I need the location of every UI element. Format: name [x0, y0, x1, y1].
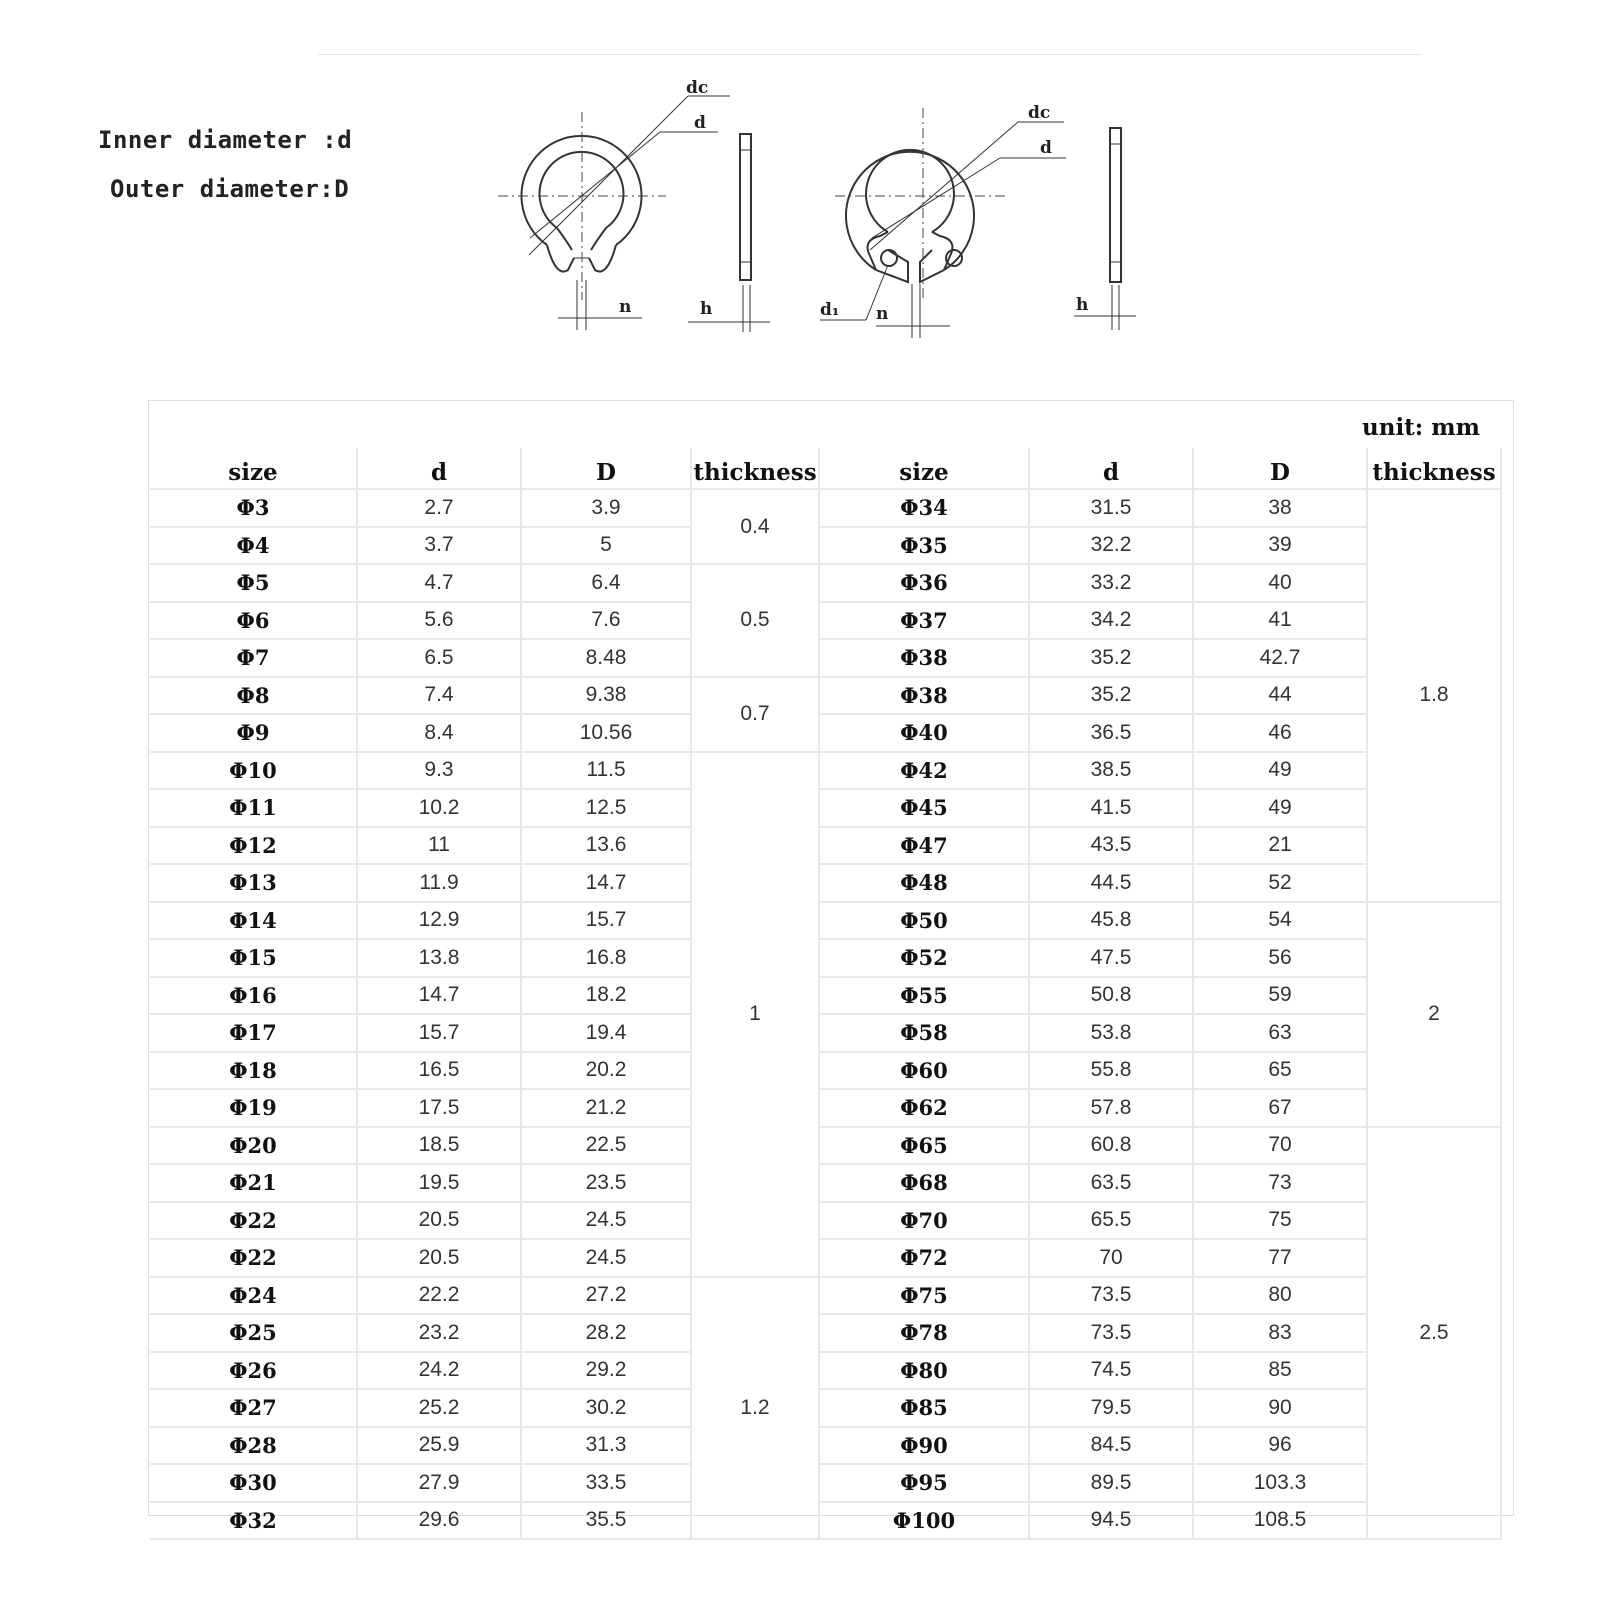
- table-row: [150, 1389, 1501, 1427]
- inner-diameter-cell: 29.6: [357, 1502, 521, 1540]
- size-cell: Φ42: [819, 752, 1029, 790]
- legend-inner-diameter: Inner diameter :d: [98, 126, 353, 154]
- inner-diameter-cell: 5.6: [357, 602, 521, 640]
- inner-diameter-cell: 50.8: [1029, 977, 1193, 1015]
- inner-diameter-cell: 32.2: [1029, 527, 1193, 565]
- inner-diameter-cell: 23.2: [357, 1314, 521, 1352]
- label-dc-b: dc: [1028, 103, 1051, 123]
- outer-diameter-cell: 31.3: [521, 1427, 691, 1465]
- inner-diameter-cell: 3.7: [357, 527, 521, 565]
- table-row: [150, 1277, 1501, 1315]
- header-thickness-right: thickness: [1367, 448, 1501, 489]
- table-row: [150, 752, 1501, 790]
- size-cell: Φ32: [150, 1502, 357, 1540]
- inner-diameter-cell: 2.7: [357, 489, 521, 527]
- outer-diameter-cell: 49: [1193, 789, 1367, 827]
- thickness-cell: 2.5: [1367, 1127, 1501, 1540]
- size-cell: Φ34: [819, 489, 1029, 527]
- inner-diameter-cell: 34.2: [1029, 602, 1193, 640]
- inner-diameter-cell: 14.7: [357, 977, 521, 1015]
- label-d1-b: d₁: [820, 300, 840, 320]
- table-row: [150, 864, 1501, 902]
- inner-diameter-cell: 41.5: [1029, 789, 1193, 827]
- outer-diameter-cell: 90: [1193, 1389, 1367, 1427]
- outer-diameter-cell: 23.5: [521, 1164, 691, 1202]
- table-row: [150, 1052, 1501, 1090]
- size-cell: Φ65: [819, 1127, 1029, 1165]
- size-cell: Φ90: [819, 1427, 1029, 1465]
- size-cell: Φ25: [150, 1314, 357, 1352]
- header-D-left: D: [521, 448, 691, 489]
- inner-diameter-cell: 33.2: [1029, 564, 1193, 602]
- outer-diameter-cell: 22.5: [521, 1127, 691, 1165]
- table-row: [150, 1352, 1501, 1390]
- inner-diameter-cell: 11: [357, 827, 521, 865]
- size-cell: Φ100: [819, 1502, 1029, 1540]
- outer-diameter-cell: 42.7: [1193, 639, 1367, 677]
- outer-diameter-cell: 24.5: [521, 1202, 691, 1240]
- outer-diameter-cell: 73: [1193, 1164, 1367, 1202]
- size-cell: Φ52: [819, 939, 1029, 977]
- outer-diameter-cell: 21: [1193, 827, 1367, 865]
- inner-diameter-cell: 44.5: [1029, 864, 1193, 902]
- thickness-cell: 1.8: [1367, 489, 1501, 902]
- size-cell: Φ22: [150, 1202, 357, 1240]
- table-row: [150, 1089, 1501, 1127]
- inner-diameter-cell: 25.9: [357, 1427, 521, 1465]
- outer-diameter-cell: 16.8: [521, 939, 691, 977]
- outer-diameter-cell: 80: [1193, 1277, 1367, 1315]
- inner-diameter-cell: 7.4: [357, 677, 521, 715]
- size-cell: Φ15: [150, 939, 357, 977]
- inner-diameter-cell: 12.9: [357, 902, 521, 940]
- table-row: [150, 902, 1501, 940]
- inner-diameter-cell: 74.5: [1029, 1352, 1193, 1390]
- header-D-right: D: [1193, 448, 1367, 489]
- outer-diameter-cell: 67: [1193, 1089, 1367, 1127]
- outer-diameter-cell: 5: [521, 527, 691, 565]
- header-size-right: size: [819, 448, 1029, 489]
- size-cell: Φ26: [150, 1352, 357, 1390]
- outer-diameter-cell: 19.4: [521, 1014, 691, 1052]
- circlip-diagram: [0, 0, 1600, 360]
- size-cell: Φ35: [819, 527, 1029, 565]
- inner-diameter-cell: 35.2: [1029, 639, 1193, 677]
- table-row: [150, 789, 1501, 827]
- thickness-cell: 0.4: [691, 489, 819, 564]
- label-n-a: n: [619, 297, 632, 317]
- inner-diameter-cell: 89.5: [1029, 1464, 1193, 1502]
- outer-diameter-cell: 6.4: [521, 564, 691, 602]
- outer-diameter-cell: 30.2: [521, 1389, 691, 1427]
- size-cell: Φ6: [150, 602, 357, 640]
- table-row: [150, 714, 1501, 752]
- outer-diameter-cell: 103.3: [1193, 1464, 1367, 1502]
- outer-diameter-cell: 85: [1193, 1352, 1367, 1390]
- size-cell: Φ48: [819, 864, 1029, 902]
- inner-diameter-cell: 57.8: [1029, 1089, 1193, 1127]
- outer-diameter-cell: 15.7: [521, 902, 691, 940]
- size-cell: Φ45: [819, 789, 1029, 827]
- table-row: [150, 489, 1501, 527]
- size-cell: Φ19: [150, 1089, 357, 1127]
- inner-diameter-cell: 79.5: [1029, 1389, 1193, 1427]
- inner-diameter-cell: 18.5: [357, 1127, 521, 1165]
- inner-diameter-cell: 9.3: [357, 752, 521, 790]
- header-d-left: d: [357, 448, 521, 489]
- size-cell: Φ28: [150, 1427, 357, 1465]
- inner-diameter-cell: 8.4: [357, 714, 521, 752]
- size-cell: Φ14: [150, 902, 357, 940]
- inner-diameter-cell: 36.5: [1029, 714, 1193, 752]
- outer-diameter-cell: 83: [1193, 1314, 1367, 1352]
- size-cell: Φ9: [150, 714, 357, 752]
- table-row: [150, 1014, 1501, 1052]
- outer-diameter-cell: 108.5: [1193, 1502, 1367, 1540]
- size-cell: Φ7: [150, 639, 357, 677]
- table-row: [150, 827, 1501, 865]
- size-cell: Φ60: [819, 1052, 1029, 1090]
- outer-diameter-cell: 33.5: [521, 1464, 691, 1502]
- size-cell: Φ70: [819, 1202, 1029, 1240]
- outer-diameter-cell: 41: [1193, 602, 1367, 640]
- size-cell: Φ47: [819, 827, 1029, 865]
- table-row: [150, 1427, 1501, 1465]
- size-cell: Φ75: [819, 1277, 1029, 1315]
- inner-diameter-cell: 10.2: [357, 789, 521, 827]
- outer-diameter-cell: 54: [1193, 902, 1367, 940]
- unit-label: unit: mm: [1362, 414, 1480, 441]
- inner-diameter-cell: 45.8: [1029, 902, 1193, 940]
- outer-diameter-cell: 13.6: [521, 827, 691, 865]
- size-cell: Φ12: [150, 827, 357, 865]
- inner-diameter-cell: 20.5: [357, 1239, 521, 1277]
- inner-diameter-cell: 25.2: [357, 1389, 521, 1427]
- inner-diameter-cell: 94.5: [1029, 1502, 1193, 1540]
- inner-diameter-cell: 22.2: [357, 1277, 521, 1315]
- outer-diameter-cell: 28.2: [521, 1314, 691, 1352]
- inner-diameter-cell: 4.7: [357, 564, 521, 602]
- size-cell: Φ50: [819, 902, 1029, 940]
- label-dc-a: dc: [686, 78, 709, 98]
- label-n-b: n: [876, 304, 889, 324]
- header-row: [150, 448, 1501, 489]
- inner-diameter-cell: 27.9: [357, 1464, 521, 1502]
- size-cell: Φ8: [150, 677, 357, 715]
- size-cell: Φ40: [819, 714, 1029, 752]
- table-row: [150, 639, 1501, 677]
- outer-diameter-cell: 12.5: [521, 789, 691, 827]
- outer-diameter-cell: 75: [1193, 1202, 1367, 1240]
- outer-diameter-cell: 77: [1193, 1239, 1367, 1277]
- thickness-cell: 1.2: [691, 1277, 819, 1540]
- inner-diameter-cell: 70: [1029, 1239, 1193, 1277]
- legend-outer-diameter: Outer diameter:D: [110, 175, 350, 203]
- outer-diameter-cell: 40: [1193, 564, 1367, 602]
- inner-diameter-cell: 20.5: [357, 1202, 521, 1240]
- circlip-b-leaders: [820, 122, 1066, 338]
- size-cell: Φ62: [819, 1089, 1029, 1127]
- label-h-b: h: [1076, 295, 1089, 315]
- inner-diameter-cell: 6.5: [357, 639, 521, 677]
- outer-diameter-cell: 14.7: [521, 864, 691, 902]
- label-h-a: h: [700, 299, 713, 319]
- inner-diameter-cell: 38.5: [1029, 752, 1193, 790]
- outer-diameter-cell: 11.5: [521, 752, 691, 790]
- size-cell: Φ5: [150, 564, 357, 602]
- table-row: [150, 1164, 1501, 1202]
- outer-diameter-cell: 38: [1193, 489, 1367, 527]
- size-cell: Φ3: [150, 489, 357, 527]
- inner-diameter-cell: 73.5: [1029, 1277, 1193, 1315]
- inner-diameter-cell: 47.5: [1029, 939, 1193, 977]
- table-row: [150, 1502, 1501, 1540]
- thickness-cell: 2: [1367, 902, 1501, 1127]
- size-cell: Φ20: [150, 1127, 357, 1165]
- thickness-cell: 1: [691, 752, 819, 1277]
- size-cell: Φ85: [819, 1389, 1029, 1427]
- size-cell: Φ95: [819, 1464, 1029, 1502]
- label-d-b: d: [1040, 138, 1052, 158]
- size-cell: Φ37: [819, 602, 1029, 640]
- inner-diameter-cell: 13.8: [357, 939, 521, 977]
- outer-diameter-cell: 49: [1193, 752, 1367, 790]
- outer-diameter-cell: 3.9: [521, 489, 691, 527]
- header-size-left: size: [150, 448, 357, 489]
- size-cell: Φ36: [819, 564, 1029, 602]
- inner-diameter-cell: 11.9: [357, 864, 521, 902]
- table-row: [150, 564, 1501, 602]
- table-row: [150, 677, 1501, 715]
- circlip-type-a-side: [740, 134, 751, 280]
- outer-diameter-cell: 56: [1193, 939, 1367, 977]
- size-cell: Φ55: [819, 977, 1029, 1015]
- spec-table-body: [150, 448, 1501, 1539]
- table-row: [150, 1127, 1501, 1165]
- circlip-spec-table: [150, 448, 1502, 1540]
- size-cell: Φ17: [150, 1014, 357, 1052]
- size-cell: Φ38: [819, 639, 1029, 677]
- table-row: [150, 527, 1501, 565]
- outer-diameter-cell: 70: [1193, 1127, 1367, 1165]
- table-row: [150, 1202, 1501, 1240]
- outer-diameter-cell: 59: [1193, 977, 1367, 1015]
- outer-diameter-cell: 96: [1193, 1427, 1367, 1465]
- size-cell: Φ21: [150, 1164, 357, 1202]
- label-d-a: d: [694, 113, 706, 133]
- outer-diameter-cell: 18.2: [521, 977, 691, 1015]
- inner-diameter-cell: 55.8: [1029, 1052, 1193, 1090]
- table-row: [150, 1239, 1501, 1277]
- size-cell: Φ24: [150, 1277, 357, 1315]
- size-cell: Φ22: [150, 1239, 357, 1277]
- outer-diameter-cell: 20.2: [521, 1052, 691, 1090]
- table-row: [150, 977, 1501, 1015]
- size-cell: Φ38: [819, 677, 1029, 715]
- circlip-type-b-side: [1110, 128, 1121, 282]
- outer-diameter-cell: 52: [1193, 864, 1367, 902]
- outer-diameter-cell: 8.48: [521, 639, 691, 677]
- outer-diameter-cell: 65: [1193, 1052, 1367, 1090]
- size-cell: Φ27: [150, 1389, 357, 1427]
- table-row: [150, 1314, 1501, 1352]
- outer-diameter-cell: 24.5: [521, 1239, 691, 1277]
- size-cell: Φ68: [819, 1164, 1029, 1202]
- outer-diameter-cell: 27.2: [521, 1277, 691, 1315]
- outer-diameter-cell: 44: [1193, 677, 1367, 715]
- outer-diameter-cell: 9.38: [521, 677, 691, 715]
- outer-diameter-cell: 10.56: [521, 714, 691, 752]
- size-cell: Φ72: [819, 1239, 1029, 1277]
- inner-diameter-cell: 16.5: [357, 1052, 521, 1090]
- size-cell: Φ13: [150, 864, 357, 902]
- inner-diameter-cell: 63.5: [1029, 1164, 1193, 1202]
- size-cell: Φ58: [819, 1014, 1029, 1052]
- outer-diameter-cell: 29.2: [521, 1352, 691, 1390]
- inner-diameter-cell: 24.2: [357, 1352, 521, 1390]
- inner-diameter-cell: 17.5: [357, 1089, 521, 1127]
- inner-diameter-cell: 35.2: [1029, 677, 1193, 715]
- inner-diameter-cell: 43.5: [1029, 827, 1193, 865]
- table-row: [150, 1464, 1501, 1502]
- size-cell: Φ4: [150, 527, 357, 565]
- table-row: [150, 602, 1501, 640]
- outer-diameter-cell: 21.2: [521, 1089, 691, 1127]
- outer-diameter-cell: 35.5: [521, 1502, 691, 1540]
- inner-diameter-cell: 31.5: [1029, 489, 1193, 527]
- inner-diameter-cell: 60.8: [1029, 1127, 1193, 1165]
- table-row: [150, 939, 1501, 977]
- inner-diameter-cell: 73.5: [1029, 1314, 1193, 1352]
- size-cell: Φ18: [150, 1052, 357, 1090]
- size-cell: Φ16: [150, 977, 357, 1015]
- outer-diameter-cell: 63: [1193, 1014, 1367, 1052]
- size-cell: Φ30: [150, 1464, 357, 1502]
- inner-diameter-cell: 65.5: [1029, 1202, 1193, 1240]
- outer-diameter-cell: 39: [1193, 527, 1367, 565]
- size-cell: Φ10: [150, 752, 357, 790]
- inner-diameter-cell: 84.5: [1029, 1427, 1193, 1465]
- size-cell: Φ11: [150, 789, 357, 827]
- thickness-cell: 0.5: [691, 564, 819, 677]
- outer-diameter-cell: 46: [1193, 714, 1367, 752]
- thickness-cell: 0.7: [691, 677, 819, 752]
- header-d-right: d: [1029, 448, 1193, 489]
- size-cell: Φ78: [819, 1314, 1029, 1352]
- inner-diameter-cell: 19.5: [357, 1164, 521, 1202]
- size-cell: Φ80: [819, 1352, 1029, 1390]
- header-thickness-left: thickness: [691, 448, 819, 489]
- inner-diameter-cell: 53.8: [1029, 1014, 1193, 1052]
- outer-diameter-cell: 7.6: [521, 602, 691, 640]
- inner-diameter-cell: 15.7: [357, 1014, 521, 1052]
